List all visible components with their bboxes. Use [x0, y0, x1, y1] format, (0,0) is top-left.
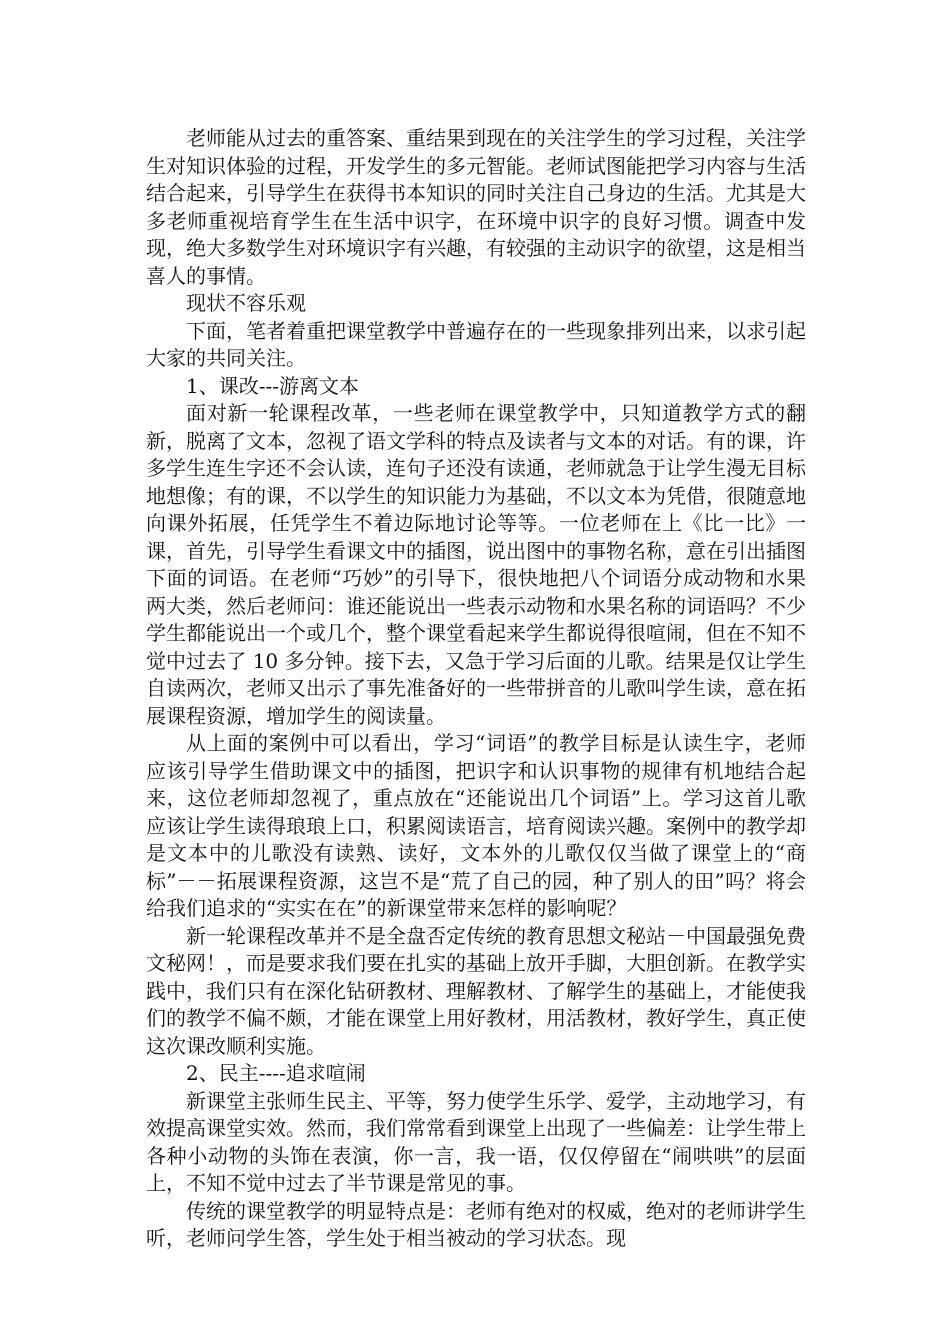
heading-section-1: 1、课改---游离文本 — [186, 373, 359, 398]
paragraph-case-analysis: 从上面的案例中可以看出，学习“词语”的教学目标是认读生字，老师应该引导学生借助课文中的插图，把识字和认识事物的规律有机地结合起来，这位老师却忽视了，重点放在“还能说出几个词语”上。学习这首儿歌应该让学生读得琅琅上口，积累阅读语言，培育阅读兴趣。案例中的教学却是文本中的儿歌没有读熟、读好，文本外的儿歌仅仅当做了课堂上的“商标”－－拓展课程资源，这岂不是“荒了自己的园，种了别人的田”吗？将会给我们追求的“实实在在”的新课堂带来怎样的影响呢？ — [146, 731, 806, 920]
paragraph-traditional: 传统的课堂教学的明显特点是：老师有绝对的权威，绝对的老师讲学生听，老师问学生答，学生处于相当被动的学习状态。现 — [146, 1198, 806, 1250]
paragraph-reform-case: 面对新一轮课程改革，一些老师在课堂教学中，只知道教学方式的翻新，脱离了文本，忽视了语文学科的特点及读者与文本的对话。有的课，许多学生连生字还不会认读，连句子还没有读通，老师就急于让学生漫无目标地想像；有的课，不以学生的知识能力为基础，不以文本为凭借，很随意地向课外拓展，任凭学生不着边际地讨论等等。一位老师在上《比一比》一课，首先，引导学生看课文中的插图，说出图中的事物名称，意在引出插图下面的词语。在老师“巧妙”的引导下，很快地把八个词语分成动物和水果两大类，然后老师问：谁还能说出一些表示动物和水果名称的词语吗？不少学生都能说出一个或几个，整个课堂看起来学生都说得很喧闹，但在不知不觉中过去了 10 多分钟。接下去，又急于学习后面的儿歌。结果是仅让学生自读两次，老师又出示了事先准备好的一些带拼音的儿歌叫学生读，意在拓展课程资源，增加学生的阅读量。 — [146, 401, 806, 728]
heading-status: 现状不容乐观 — [186, 291, 306, 315]
paragraph-intro-teachers: 老师能从过去的重答案、重结果到现在的关注学生的学习过程，关注学生对知识体验的过程，开发学生的多元智能。老师试图能把学习内容与生活结合起来，引导学生在获得书本知识的同时关注自己身边的生活。尤其是大多老师重视培育学生在生活中识字，在环境中识字的良好习惯。调查中发现，绝大多数学生对环境识字有兴趣，有较强的主动识字的欲望，这是相当喜人的事情。 — [146, 126, 806, 288]
paragraph-below: 下面，笔者着重把课堂教学中普遍存在的一些现象排列出来，以求引起大家的共同关注。 — [146, 318, 806, 370]
paragraph-reform-summary: 新一轮课程改革并不是全盘否定传统的教育思想文秘站－中国最强免费文秘网！，而是要求我们要在扎实的基础上放开手脚，大胆创新。在教学实践中，我们只有在深化钻研教材、理解教材、了解学生的基础上，才能使我们的教学不偏不颇，才能在课堂上用好教材，用活教材，教好学生，真正使这次课改顺利实施。 — [146, 923, 806, 1058]
heading-section-2: 2、民主----追求喧闹 — [186, 1061, 366, 1085]
paragraph-democracy: 新课堂主张师生民主、平等，努力使学生乐学、爱学，主动地学习，有效提高课堂实效。然而，我们常常看到课堂上出现了一些偏差：让学生带上各种小动物的头饰在表演，你一言，我一语，仅仅停留在“闹哄哄”的层面上，不知不觉中过去了半节课是常见的事。 — [146, 1088, 806, 1195]
document-body — [146, 125, 806, 1253]
